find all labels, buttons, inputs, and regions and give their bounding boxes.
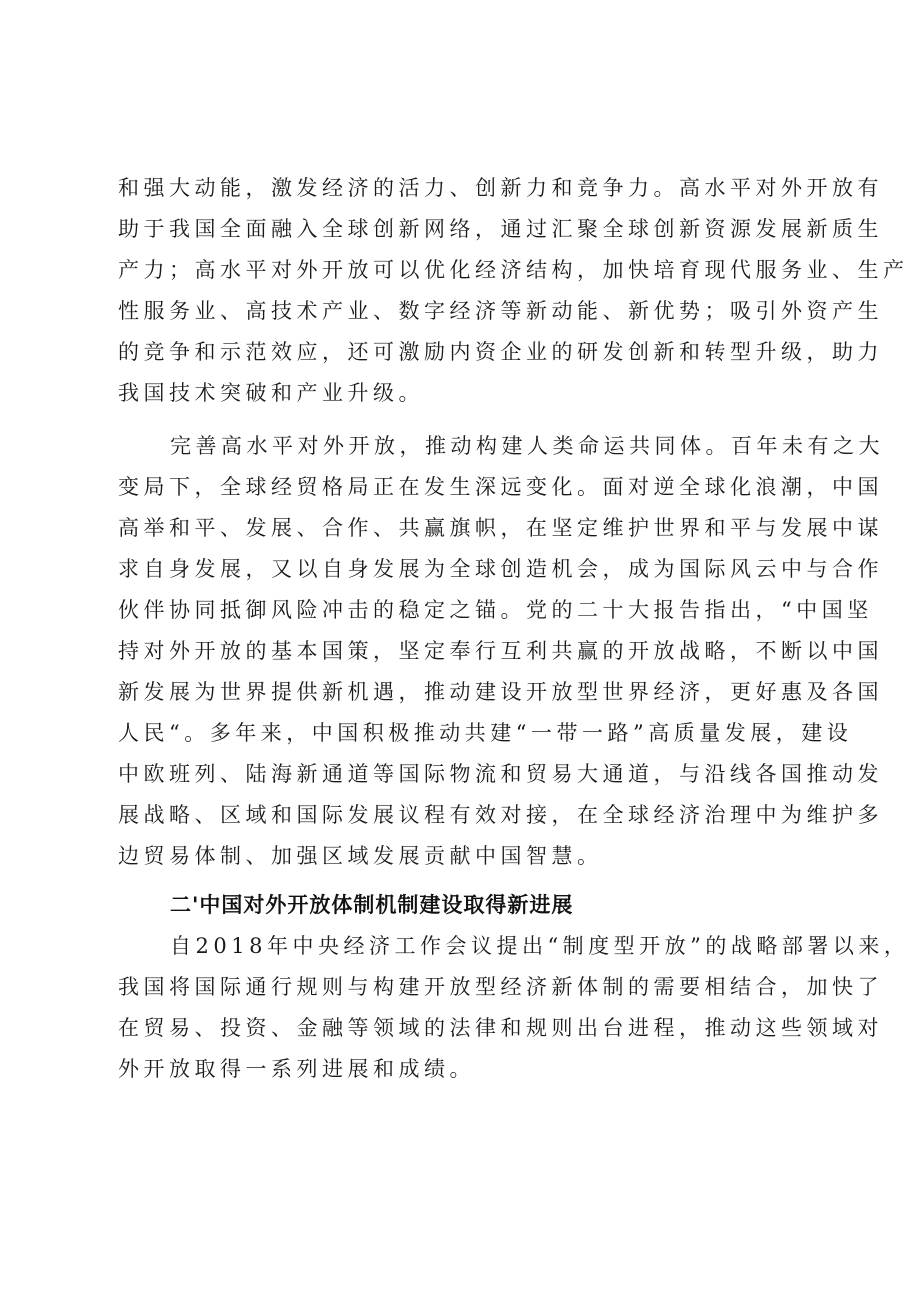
paragraph-line: 在贸易、投资、金融等领域的法律和规则出台进程，推动这些领域对 [118, 1016, 883, 1040]
paragraph-line: 伙伴协同抵御风险冲击的稳定之锚。党的二十大报告指出，“中国坚 [118, 598, 873, 622]
paragraph-line: 中欧班列、陆海新通道等国际物流和贸易大通道，与沿线各国推动发 [118, 762, 883, 786]
paragraph-line: 外开放取得一系列进展和成绩。 [118, 1057, 475, 1081]
paragraph-line: 性服务业、高技术产业、数字经济等新动能、新优势；吸引外资产生 [118, 299, 883, 323]
paragraph-line: 和强大动能，激发经济的活力、创新力和竞争力。高水平对外开放有 [118, 176, 883, 200]
paragraph-line: 变局下，全球经贸格局正在发生深远变化。面对逆全球化浪潮，中国 [118, 475, 883, 499]
paragraph-line: 持对外开放的基本国策，坚定奉行互利共赢的开放战略，不断以中国 [118, 639, 883, 663]
paragraph-line: 的竞争和示范效应，还可激励内资企业的研发创新和转型升级，助力 [118, 340, 883, 364]
paragraph-line: 高举和平、发展、合作、共赢旗帜，在坚定维护世界和平与发展中谋 [118, 516, 883, 540]
paragraph-line: 边贸易体制、加强区域发展贡献中国智慧。 [118, 844, 603, 868]
paragraph-1 [118, 168, 909, 414]
paragraph-line: 我国技术突破和产业升级。 [118, 381, 424, 405]
paragraph-line: 我国将国际通行规则与构建开放型经济新体制的需要相结合，加快了 [118, 975, 883, 999]
paragraph-line: 产力；高水平对外开放可以优化经济结构，加快培育现代服务业、生产 [118, 258, 909, 282]
paragraph-line: 助于我国全面融入全球创新网络，通过汇聚全球创新资源发展新质生 [118, 217, 883, 241]
paragraph-line: 展战略、区域和国际发展议程有效对接，在全球经济治理中为维护多 [118, 803, 883, 827]
paragraph-2 [118, 426, 884, 877]
paragraph-line: 新发展为世界提供新机遇，推动建设开放型世界经济，更好惠及各国 [118, 680, 883, 704]
paragraph-3 [118, 926, 910, 1090]
paragraph-line: 人民“。多年来，中国积极推动共建“一带一路”高质量发展，建设 [118, 721, 853, 745]
paragraph-line: 求自身发展，又以自身发展为全球创造机会，成为国际风云中与合作 [118, 557, 883, 581]
paragraph-line: 自2018年中央经济工作会议提出“制度型开放”的战略部署以来， [170, 934, 910, 958]
document-page [118, 168, 910, 1090]
paragraph-line: 完善高水平对外开放，推动构建人类命运共同体。百年未有之大 [170, 434, 884, 458]
section-heading: 二'中国对外开放体制机制建设取得新进展 [170, 893, 574, 917]
